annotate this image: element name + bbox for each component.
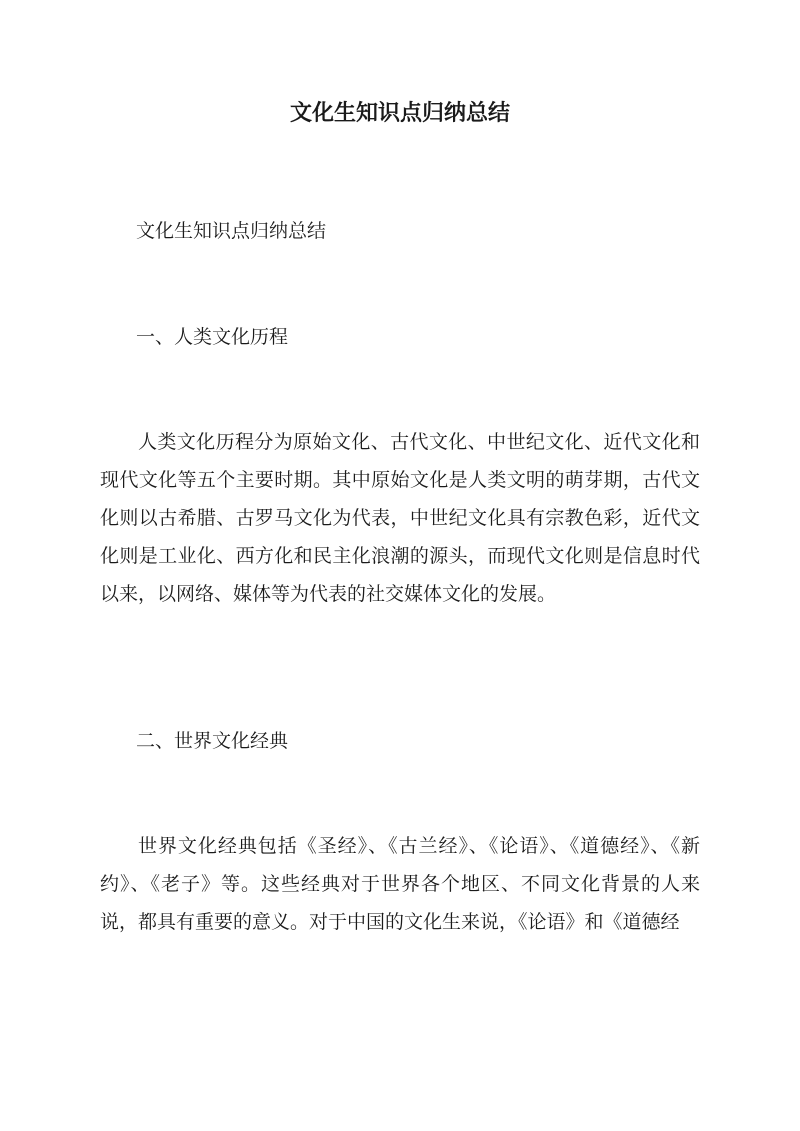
document-title: 文化生知识点归纳总结 (289, 100, 510, 126)
document-subtitle: 文化生知识点归纳总结 (136, 220, 327, 242)
section-heading-2: 二、世界文化经典 (136, 730, 289, 752)
section-heading-1: 一、人类文化历程 (136, 326, 289, 348)
section-paragraph-2: 世界文化经典包括《圣经》、《古兰经》、《论语》、《道德经》、《新约》、《老子》等。这些经典对于世界各个地区、不同文化背景的人来说，都具有重要的意义。对于中国的文化生来说，《论语》和《道德经 (100, 835, 700, 933)
section-paragraph-1: 人类文化历程分为原始文化、古代文化、中世纪文化、近代文化和现代文化等五个主要时期。其中原始文化是人类文明的萌芽期，古代文化则以古希腊、古罗马文化为代表，中世纪文化具有宗教色彩，近代文化则是工业化、西方化和民主化浪潮的源头，而现代文化则是信息时代以来，以网络、媒体等为代表的社交媒体文化的发展。 (100, 431, 700, 605)
